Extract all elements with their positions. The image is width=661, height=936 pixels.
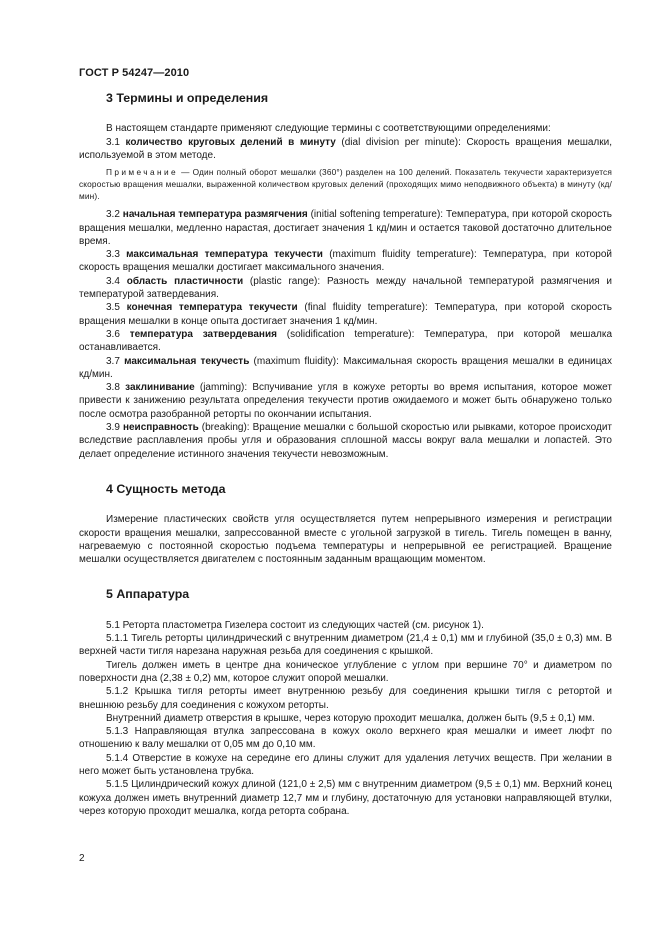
term-definition: (plastic range): Разность между начальной температурой размягчения и температурой затвердевания. (79, 275, 612, 301)
term-definition: (maximum fluidity): Максимальная скорость вращения мешалки в единицах кд/мин. (79, 355, 612, 380)
term-num: 3.8 (106, 382, 126, 394)
section-4-title: 4 Сущность метода (106, 481, 226, 496)
term-num: 3.4 (106, 275, 127, 287)
document-body (79, 92, 612, 818)
paragraph-5-1: 5.1 Реторта пластометра Гизелера состоит из следующих частей (см. рисунок 1). (106, 619, 484, 631)
document-header: ГОСТ Р 54247—2010 (79, 67, 190, 79)
term-name: максимальная текучесть (124, 355, 250, 367)
term-3-7 (79, 355, 612, 382)
term-definition: (breaking): Вращение мешалки с большой скоростью или рывками, которое происходит вследствие расплавления пробы угля и образования сплошной массы вокруг вала мешалки и лопастей. Это делает определение истинного значения текучести невозможным. (79, 422, 612, 460)
paragraph-5-1-1-cont: Тигель должен иметь в центре дна коническое углубление с углом при вершине 70° и диаметром по поверхности дна (2,38 ± 0,2) мм, которое служит опорой мешалки. (79, 659, 612, 684)
term-num: 3.1 (106, 136, 126, 148)
term-num: 3.2 (106, 209, 123, 221)
term-3-4 (79, 275, 612, 302)
paragraph-5-1-5: 5.1.5 Цилиндрический кожух длиной (121,0 ± 2,5) мм с внутренним диаметром (9,5 ± 0,1) мм. Верхний конец кожуха должен иметь внутренний диаметр 12,7 мм и глубину, достаточную для установки направляющей втулки, через которую проходит мешалка, когда реторта собрана. (79, 779, 612, 817)
page-number: 2 (79, 853, 85, 864)
section-3-intro: В настоящем стандарте применяют следующие термины с соответствующими определениями: (106, 123, 551, 135)
term-3-8 (79, 381, 612, 421)
term-definition: (dial division per minute): Скорость вращения мешалки, используемой в этом методе. (79, 136, 612, 161)
paragraph-5-1-4: 5.1.4 Отверстие в кожухе на середине его длины служит для удаления летучих веществ. При желании в него может быть установлена трубка. (79, 752, 612, 777)
term-definition: (initial softening temperature): Температура, при которой скорость вращения мешалки, медленно нарастая, достигает значения 1 кд/мин и остается таковой достаточно длительное время. (79, 209, 612, 247)
paragraph-5-1-1: 5.1.1 Тигель реторты цилиндрический с внутренним диаметром (21,4 ± 0,1) мм и глубиной (35,0 ± 0,3) мм. В верхней части тигля нарезана наружная резьба для соединения с крышкой. (79, 633, 612, 658)
term-definition: (jamming): Вспучивание угля в кожухе реторты во время испытания, которое может привести к занижению результата определения текучести против ожидаемого и может быть обнаружено только после осмотра разобранной реторты по окончании испытания. (79, 382, 612, 420)
term-3-1 (79, 136, 612, 163)
term-num: 3.7 (106, 355, 125, 367)
term-3-6 (79, 328, 612, 355)
term-num: 3.3 (106, 249, 127, 261)
term-name: неисправность (122, 422, 199, 434)
term-name: количество круговых делений в минуту (125, 136, 336, 148)
term-num: 3.5 (106, 302, 127, 314)
term-definition: (maximum fluidity temperature): Температура, при которой скорость вращения мешалки достигает максимального значения. (79, 249, 612, 274)
paragraph-5-1-2-cont: Внутренний диаметр отверстия в крышке, через которую проходит мешалка, должен быть (9,5 ± 0,1) мм. (106, 712, 595, 724)
paragraph-5-1-2: 5.1.2 Крышка тигля реторты имеет внутреннюю резьбу для соединения крышки тигля с ретортой и внешнюю резьбу для соединения с кожухом реторты. (79, 686, 612, 711)
term-definition: (final fluidity temperature): Температура, при которой скорость вращения мешалки в конце опыта достигает значения 1 кд/мин. (79, 302, 612, 327)
paragraph-5-1-3: 5.1.3 Направляющая втулка запрессована в кожух около верхнего края мешалки и имеет люфт по отношению к валу мешалки от 0,05 мм до 0,10 мм. (79, 726, 612, 751)
term-name: область пластичности (126, 275, 244, 287)
section-4-paragraph: Измерение пластических свойств угля осуществляется путем непрерывного измерения и регистрации скорости вращения мешалки, запрессованной вместе с угольной загрузкой в тигель. Тигель помещен в ванну, нагреваемую с постоянной скоростью подъема температуры и непрерывной ее регистрацией. Вращение мешалки осуществляется двигателем с постоянным заданным вращающим моментом. (79, 514, 612, 566)
term-3-5 (79, 301, 612, 328)
term-name: заклинивание (125, 382, 195, 394)
term-3-3 (79, 248, 612, 275)
section-3-title: 3 Термины и определения (106, 91, 269, 105)
note-text: — Один полный оборот мешалки (360°) разделен на 100 делений. Показатель текучести характеризуется скоростью вращения мешалки, выраженной количеством круговых делений (проходящих мимо неподвижного объекта) в минуту (кд/мин). (79, 167, 612, 201)
term-name: максимальная температура текучести (126, 249, 323, 261)
note-3-1 (79, 167, 612, 202)
term-num: 3.9 (106, 422, 123, 434)
term-name: конечная температура текучести (126, 302, 298, 314)
term-num: 3.6 (106, 328, 130, 340)
term-name: температура затвердевания (129, 328, 277, 340)
section-5-title: 5 Аппаратура (106, 587, 190, 602)
term-3-2 (79, 208, 612, 248)
term-definition: (solidification temperature): Температура, при которой мешалка останавливается. (79, 328, 612, 354)
note-label: Примечание (106, 167, 179, 178)
term-name: начальная температура размягчения (122, 209, 308, 221)
term-3-9 (79, 421, 612, 461)
